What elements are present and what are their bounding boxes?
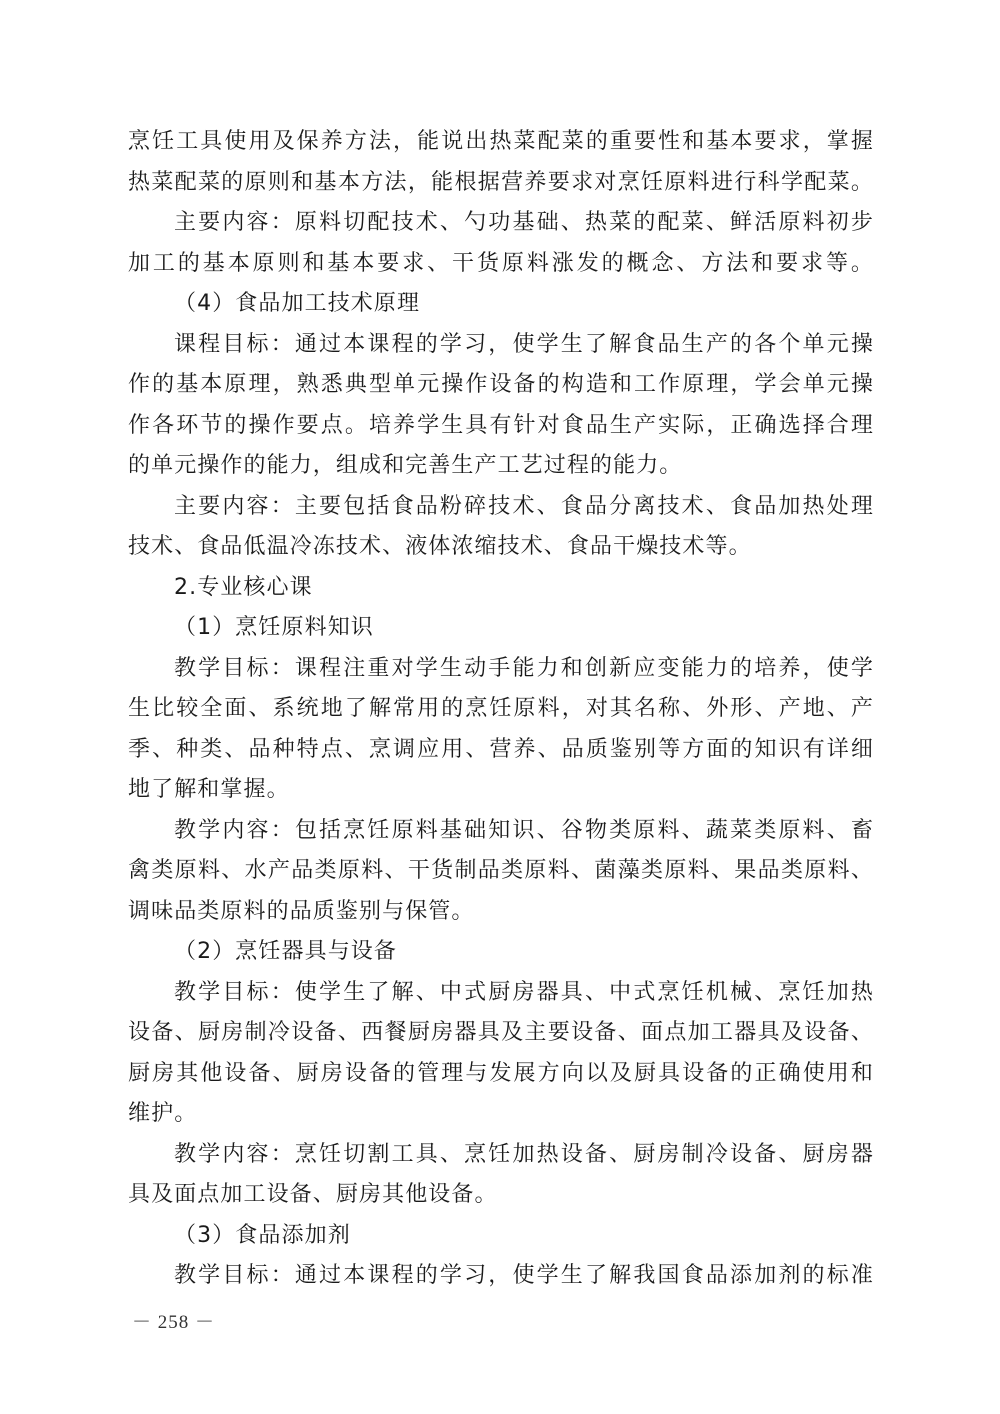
section-heading: （2）烹饪器具与设备: [174, 939, 397, 964]
text-line: 设备、厨房制冷设备、西餐厨房器具及主要设备、面点加工器具及设备、: [128, 1020, 874, 1045]
text-line: 教学内容：烹饪切割工具、烹饪加热设备、厨房制冷设备、厨房器: [174, 1141, 874, 1167]
text-line: 教学目标：通过本课程的学习，使学生了解我国食品添加剂的标准: [174, 1263, 874, 1288]
text-line: 主要内容：原料切配技术、勺功基础、热菜的配菜、鲜活原料初步: [174, 210, 874, 235]
text-line: 作各环节的操作要点。培养学生具有针对食品生产实际，正确选择合理: [128, 412, 874, 438]
text-line: 维护。: [128, 1101, 198, 1126]
text-line: 地了解和掌握。: [128, 777, 290, 802]
text-line: 厨房其他设备、厨房设备的管理与发展方向以及厨具设备的正确使用和: [128, 1060, 874, 1086]
section-heading: （4）食品加工技术原理: [174, 291, 421, 316]
section-heading: （3）食品添加剂: [174, 1222, 351, 1248]
text-line: 调味品类原料的品质鉴别与保管。: [128, 898, 475, 924]
document-body: [128, 122, 874, 1297]
text-line: 生比较全面、系统地了解常用的烹饪原料，对其名称、外形、产地、产: [128, 696, 874, 721]
text-line: 教学目标：使学生了解、中式厨房器具、中式烹饪机械、烹饪加热: [174, 979, 874, 1005]
text-line: 的单元操作的能力，组成和完善生产工艺过程的能力。: [128, 453, 683, 478]
text-line: 主要内容：主要包括食品粉碎技术、食品分离技术、食品加热处理: [174, 493, 874, 519]
text-line: 作的基本原理，熟悉典型单元操作设备的构造和工作原理，学会单元操: [128, 372, 874, 397]
text-line: 热菜配菜的原则和基本方法，能根据营养要求对烹饪原料进行科学配菜。: [128, 169, 874, 195]
section-heading: （1）烹饪原料知识: [174, 615, 374, 640]
text-line: 教学目标：课程注重对学生动手能力和创新应变能力的培养，使学: [174, 655, 874, 681]
page-number: － 258 －: [132, 1312, 216, 1333]
text-line: 禽类原料、水产品类原料、干货制品类原料、菌藻类原料、果品类原料、: [128, 858, 874, 883]
section-heading: 2.专业核心课: [174, 574, 313, 600]
text-line: 季、种类、品种特点、烹调应用、营养、品质鉴别等方面的知识有详细: [128, 736, 874, 762]
text-line: 加工的基本原则和基本要求、干货原料涨发的概念、方法和要求等。: [128, 250, 874, 276]
text-line: 技术、食品低温冷冻技术、液体浓缩技术、食品干燥技术等。: [128, 534, 752, 559]
text-line: 教学内容：包括烹饪原料基础知识、谷物类原料、蔬菜类原料、畜: [174, 817, 874, 843]
text-line: 课程目标：通过本课程的学习，使学生了解食品生产的各个单元操: [174, 331, 874, 357]
text-line: 烹饪工具使用及保养方法，能说出热菜配菜的重要性和基本要求，掌握: [128, 129, 874, 154]
text-line: 具及面点加工设备、厨房其他设备。: [128, 1182, 498, 1207]
